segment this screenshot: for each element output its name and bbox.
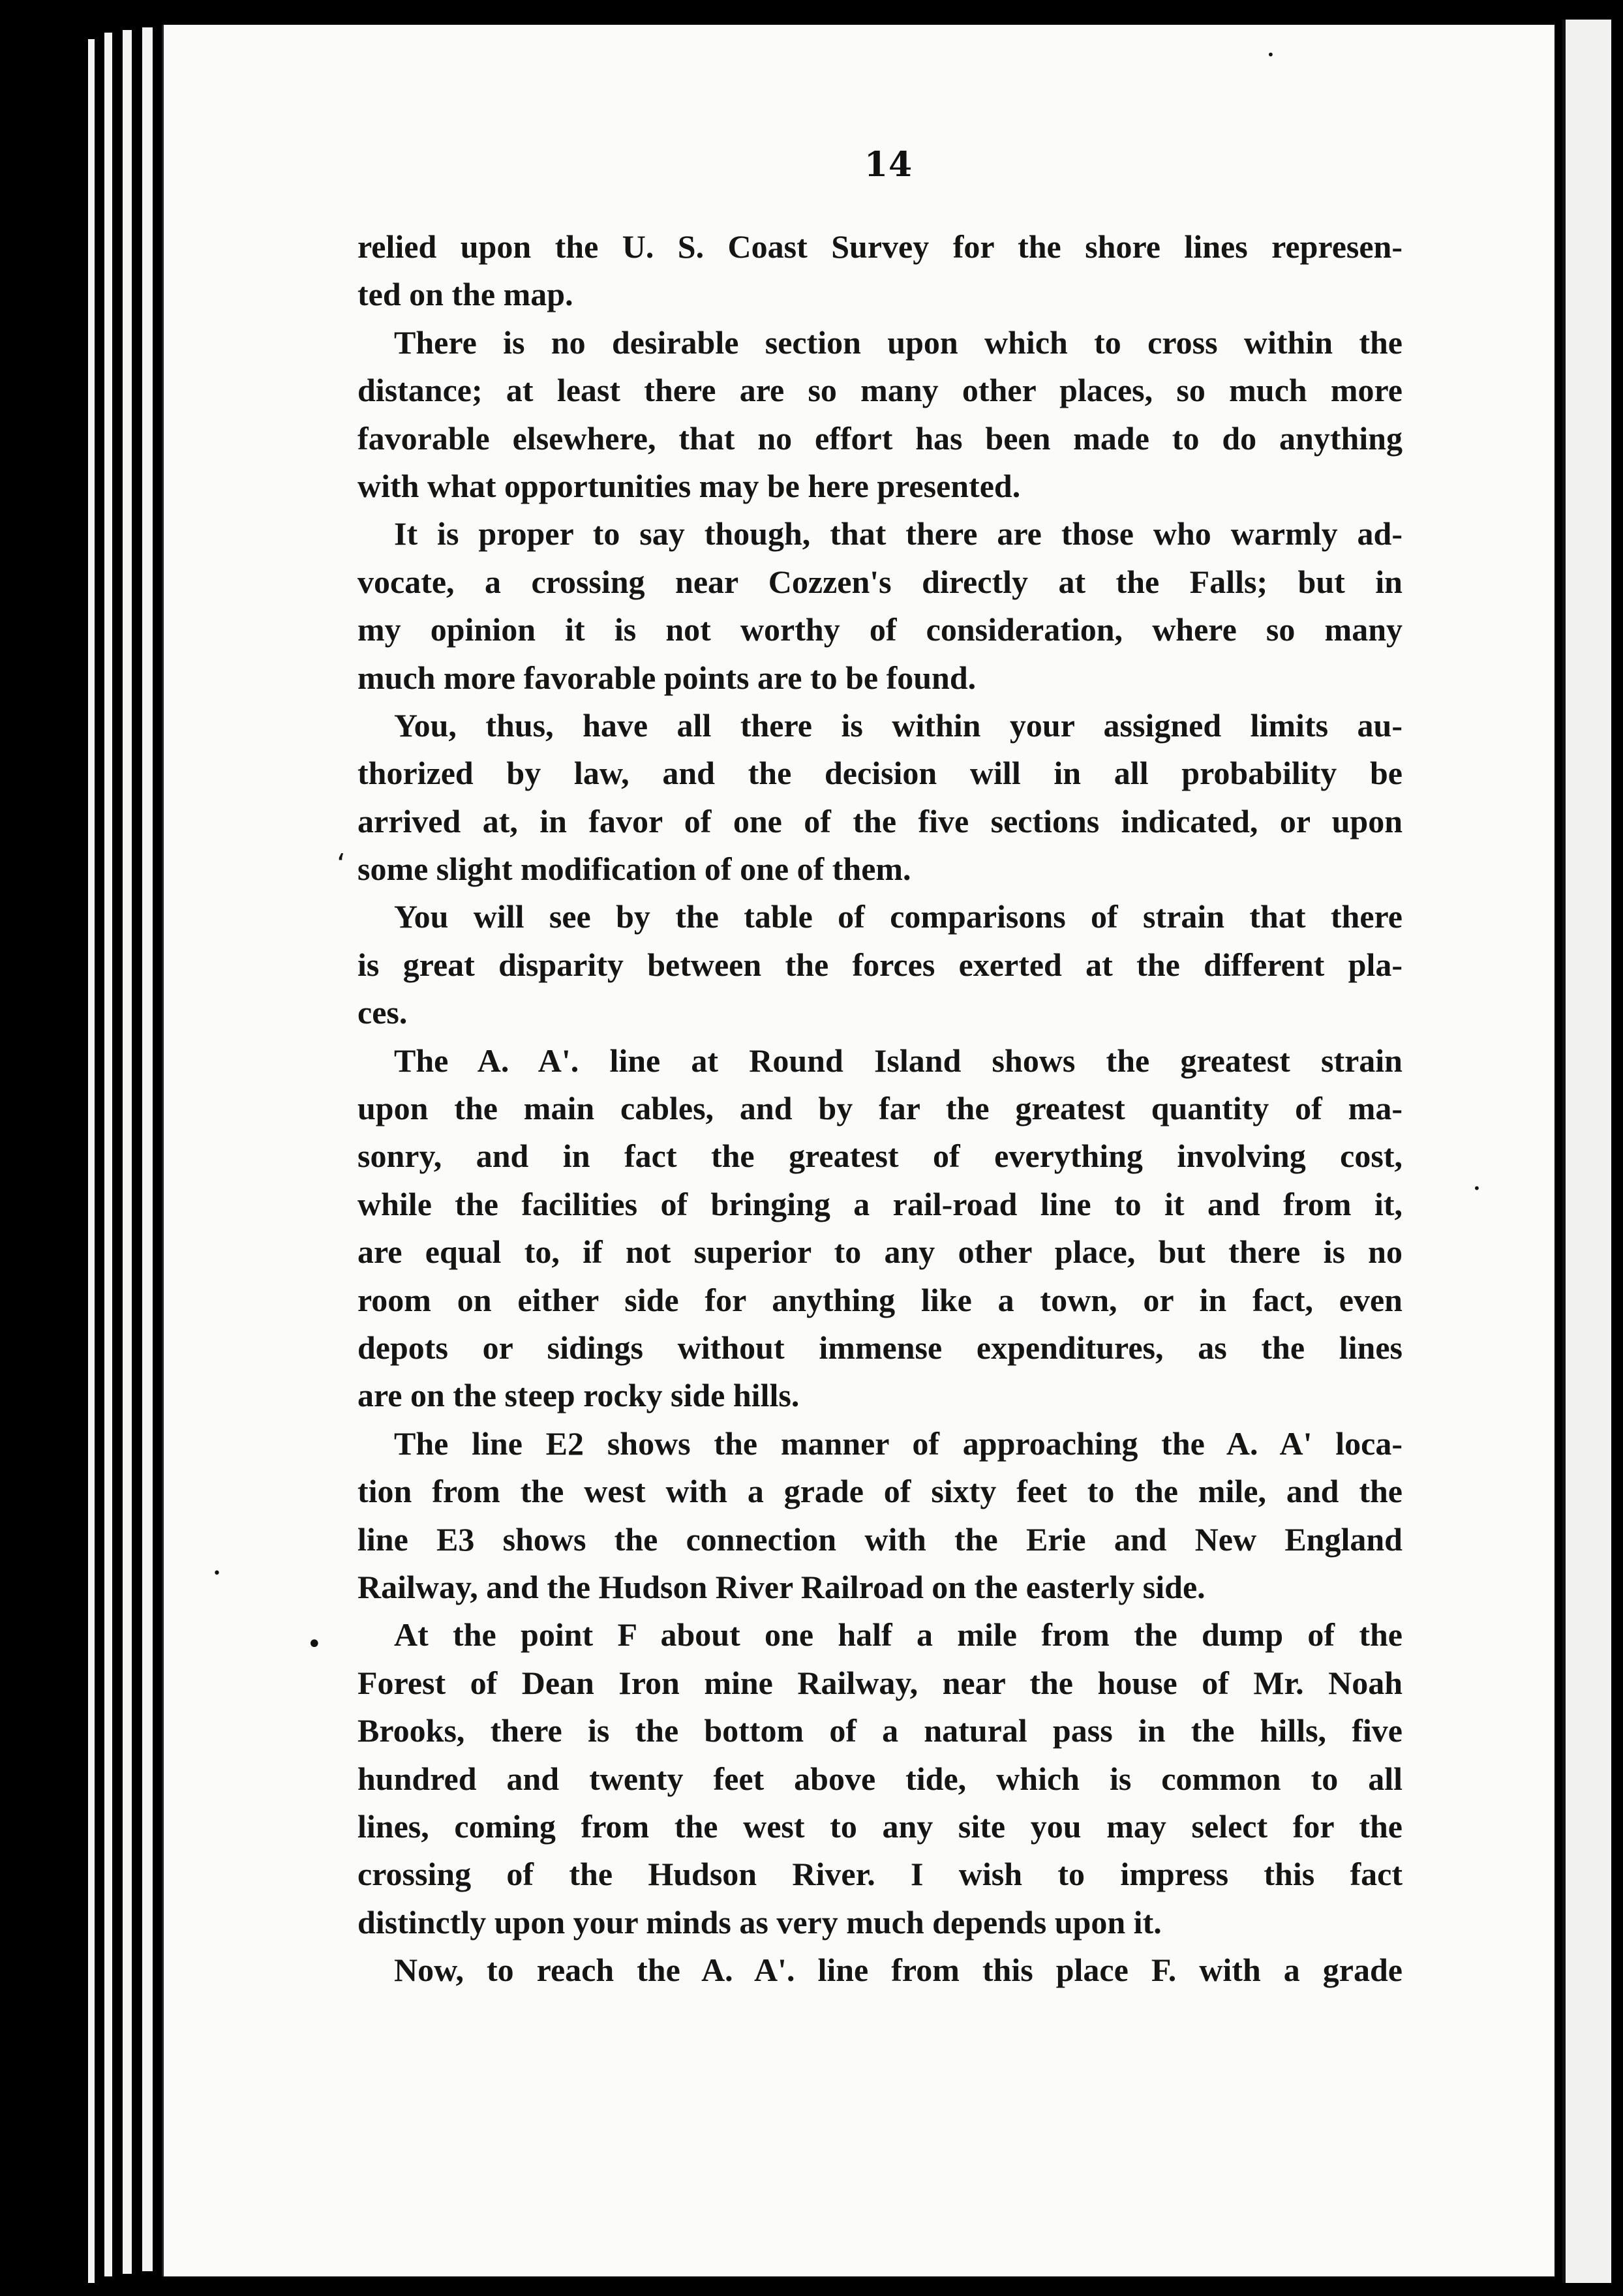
- text-line: distinctly upon your minds as very much depends upon it.: [357, 1903, 1162, 1941]
- stray-dot: •: [307, 1629, 322, 1659]
- text-line: You will see by the table of comparisons of strain that there: [394, 898, 1403, 935]
- text-line: The A. A'. line at Round Island shows the greatest strain: [394, 1042, 1403, 1079]
- body-text: [357, 223, 1403, 1994]
- text-line: my opinion it is not worthy of consideration, where so many: [357, 611, 1403, 648]
- text-line: some slight modification of one of them.: [357, 851, 911, 888]
- text-line: upon the main cables, and by far the greatest quantity of ma-: [357, 1090, 1403, 1127]
- text-line: The line E2 shows the manner of approaching the A. A' loca-: [394, 1425, 1403, 1462]
- text-line: are on the steep rocky side hills.: [357, 1377, 800, 1414]
- text-line: relied upon the U. S. Coast Survey for the shore lines represen-: [357, 228, 1403, 265]
- text-line: Forest of Dean Iron mine Railway, near the house of Mr. Noah: [357, 1664, 1403, 1701]
- page-edge: [88, 39, 95, 2283]
- text-line: thorized by law, and the decision will in all probability be: [357, 755, 1403, 792]
- text-line: vocate, a crossing near Cozzen's directly at the Falls; but in: [357, 563, 1403, 600]
- page-number: 14: [864, 145, 913, 185]
- text-line: while the facilities of bringing a rail-road line to it and from it,: [357, 1185, 1403, 1222]
- text-line: are equal to, if not superior to any other place, but there is no: [357, 1233, 1403, 1271]
- text-line: crossing of the Hudson River. I wish to impress this fact: [357, 1856, 1403, 1893]
- stray-dot: •: [213, 1565, 221, 1582]
- text-line: It is proper to say though, that there are those who warmly ad-: [394, 515, 1403, 552]
- text-line: ted on the map.: [357, 276, 573, 313]
- stray-dot: •: [1267, 47, 1275, 63]
- adjacent-page-edge: [1566, 20, 1611, 2283]
- text-line: is great disparity between the forces exerted at the different pla-: [357, 946, 1403, 983]
- stray-dot: •: [1473, 1181, 1481, 1196]
- stray-mark: ‘: [337, 848, 346, 881]
- text-line: Now, to reach the A. A'. line from this place F. with a grade: [394, 1952, 1403, 1989]
- text-line: with what opportunities may be here presented.: [357, 467, 1021, 504]
- text-line: tion from the west with a grade of sixty feet to the mile, and the: [357, 1473, 1403, 1510]
- text-line: There is no desirable section upon which to cross within the: [394, 324, 1403, 361]
- page-edge: [104, 33, 112, 2276]
- text-line: At the point F about one half a mile from the dump of the: [394, 1616, 1403, 1654]
- page-edge: [142, 27, 153, 2271]
- text-line: hundred and twenty feet above tide, which is common to all: [357, 1760, 1403, 1797]
- text-line: arrived at, in favor of one of the five sections indicated, or upon: [357, 802, 1403, 839]
- text-line: line E3 shows the connection with the Erie and New England: [357, 1520, 1403, 1558]
- text-line: much more favorable points are to be found.: [357, 659, 977, 696]
- text-line: depots or sidings without immense expenditures, as the lines: [357, 1329, 1403, 1366]
- page-edge: [123, 30, 132, 2274]
- text-line: sonry, and in fact the greatest of everything involving cost,: [357, 1138, 1403, 1175]
- text-line: favorable elsewhere, that no effort has been made to do anything: [357, 419, 1403, 457]
- text-line: lines, coming from the west to any site you may select for the: [357, 1807, 1403, 1845]
- text-line: distance; at least there are so many other places, so much more: [357, 372, 1403, 409]
- text-line: ces.: [357, 994, 408, 1031]
- text-line: Brooks, there is the bottom of a natural pass in the hills, five: [357, 1712, 1403, 1749]
- text-line: Railway, and the Hudson River Railroad on the easterly side.: [357, 1568, 1206, 1605]
- text-line: room on either side for anything like a town, or in fact, even: [357, 1281, 1403, 1318]
- text-line: You, thus, have all there is within your assigned limits au-: [394, 706, 1403, 744]
